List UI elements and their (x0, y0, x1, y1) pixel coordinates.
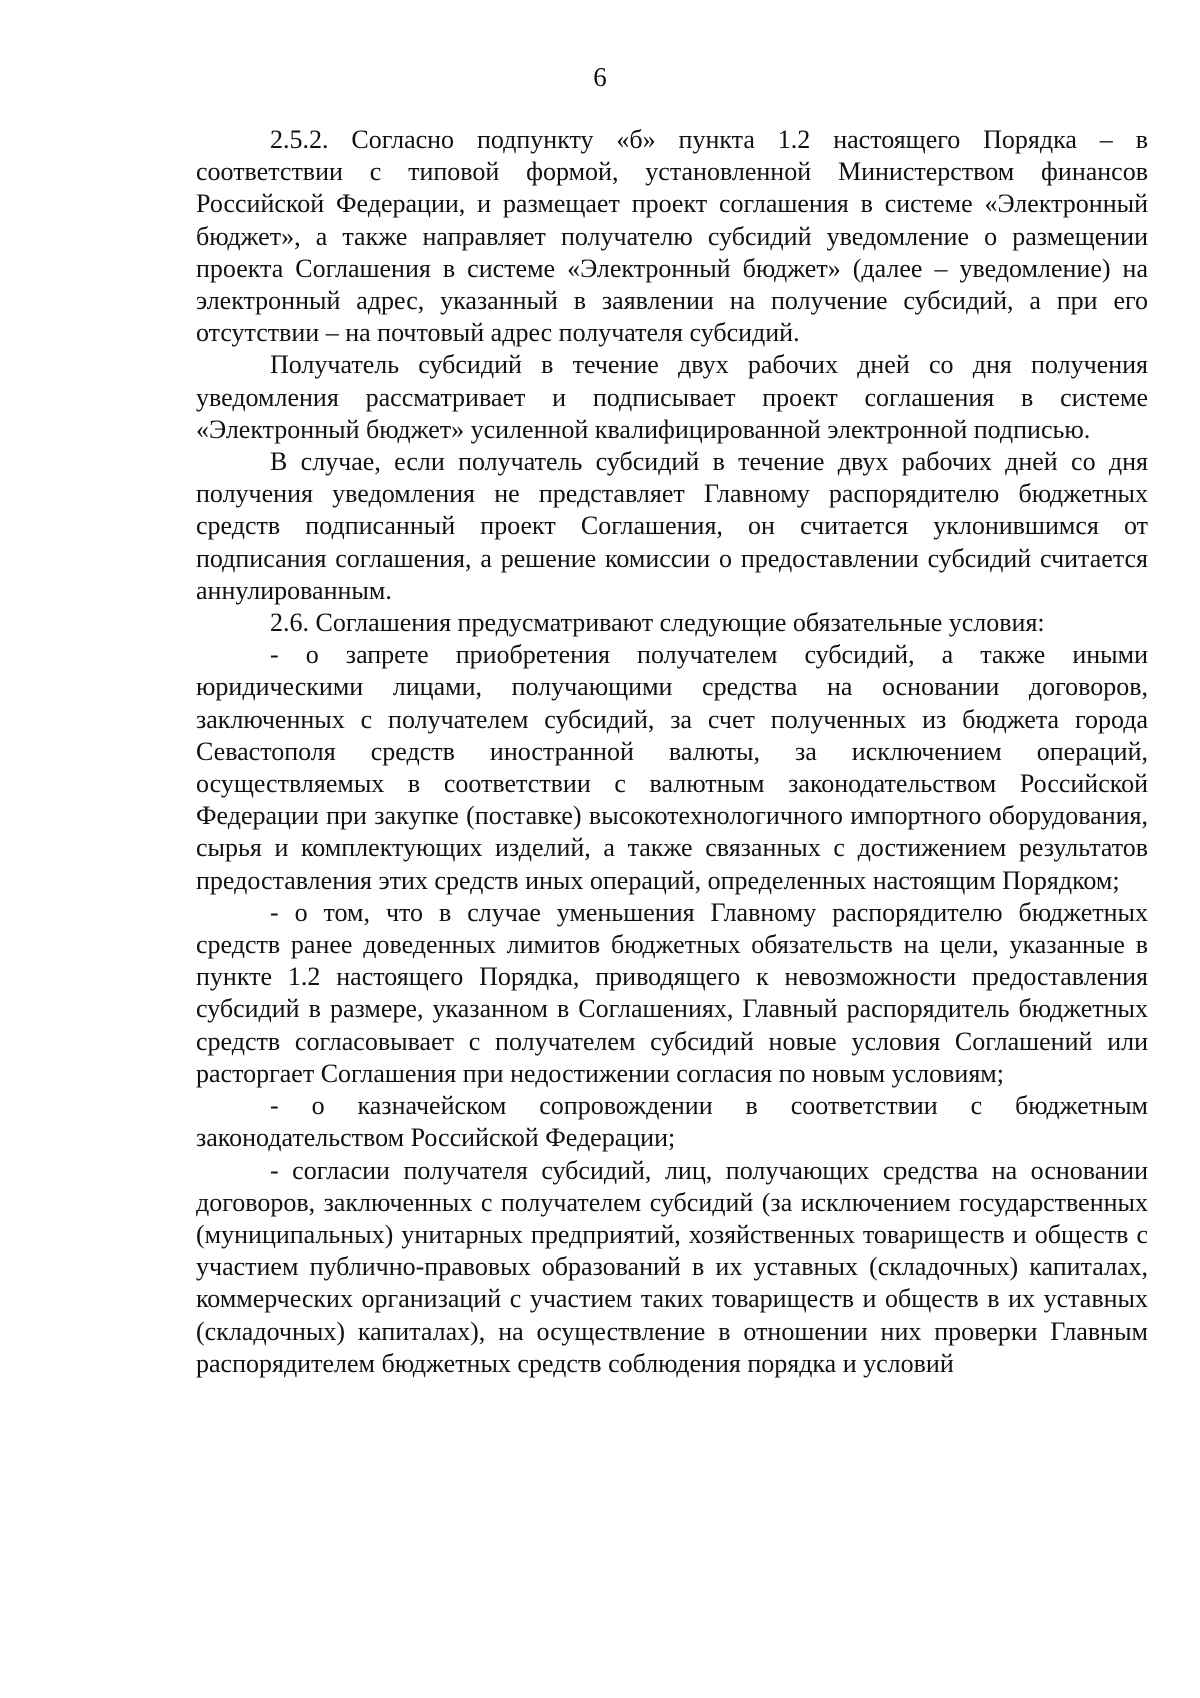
paragraph-2-5-2: 2.5.2. Согласно подпункту «б» пункта 1.2 настоящего Порядка – в соответствии с типовой формой, установленной Министерством финансов Российской Федерации, и размещает проект соглашения в системе «Электронный бюджет», а также направляет получателю субсидий уведомление о размещении проекта Соглашения в системе «Электронный бюджет» (далее – уведомление) на электронный адрес, указанный в заявлении на получение субсидий, а при его отсутствии – на почтовый адрес получателя субсидий. (196, 125, 1148, 348)
list-item-consent-to-audit: - согласии получателя субсидий, лиц, получающих средства на основании договоров, заключенных с получателем субсидий (за исключением государственных (муниципальных) унитарных предприятий, хозяйственных товариществ и обществ с участием публично-правовых образований в их уставных (складочных) капиталах, коммерческих организаций с участием таких товариществ и обществ в их уставных (складочных) капиталах), на осуществление в отношении них проверки Главным распорядителем бюджетных средств соблюдения порядка и условий (196, 1155, 1148, 1378)
paragraph-evasion: В случае, если получатель субсидий в течение двух рабочих дней со дня получения уведомления не представляет Главному распорядителю бюджетных средств подписанный проект Соглашения, он считается уклонившимся от подписания соглашения, а решение комиссии о предоставлении субсидий считается аннулированным. (196, 447, 1148, 605)
list-item-treasury-support: - о казначейском сопровождении в соответствии с бюджетным законодательством Российской Федерации; (196, 1091, 1148, 1153)
document-body (196, 124, 1148, 1380)
page-number: 6 (593, 62, 607, 92)
list-item-currency-ban: - о запрете приобретения получателем субсидий, а также иными юридическими лицами, получающими средства на основании договоров, заключенных с получателем субсидий, за счет полученных из бюджета города Севастополя средств иностранной валюты, за исключением операций, осуществляемых в соответствии с валютным законодательством Российской Федерации при закупке (поставке) высокотехнологичного импортного оборудования, сырья и комплектующих изделий, а также связанных с достижением результатов предоставления этих средств иных операций, определенных настоящим Порядком; (196, 640, 1148, 895)
list-item-limit-reduction: - о том, что в случае уменьшения Главному распорядителю бюджетных средств ранее доведенных лимитов бюджетных обязательств на цели, указанные в пункте 1.2 настоящего Порядка, приводящего к невозможности предоставления субсидий в размере, указанном в Соглашениях, Главный распорядитель бюджетных средств согласовывает с получателем субсидий новые условия Соглашений или расторгает Соглашения при недостижении согласия по новым условиям; (196, 897, 1148, 1088)
paragraph-recipient-signing: Получатель субсидий в течение двух рабочих дней со дня получения уведомления рассматривает и подписывает проект соглашения в системе «Электронный бюджет» усиленной квалифицированной электронной подписью. (196, 350, 1148, 444)
paragraph-2-6: 2.6. Соглашения предусматривают следующие обязательные условия: (270, 608, 1045, 638)
